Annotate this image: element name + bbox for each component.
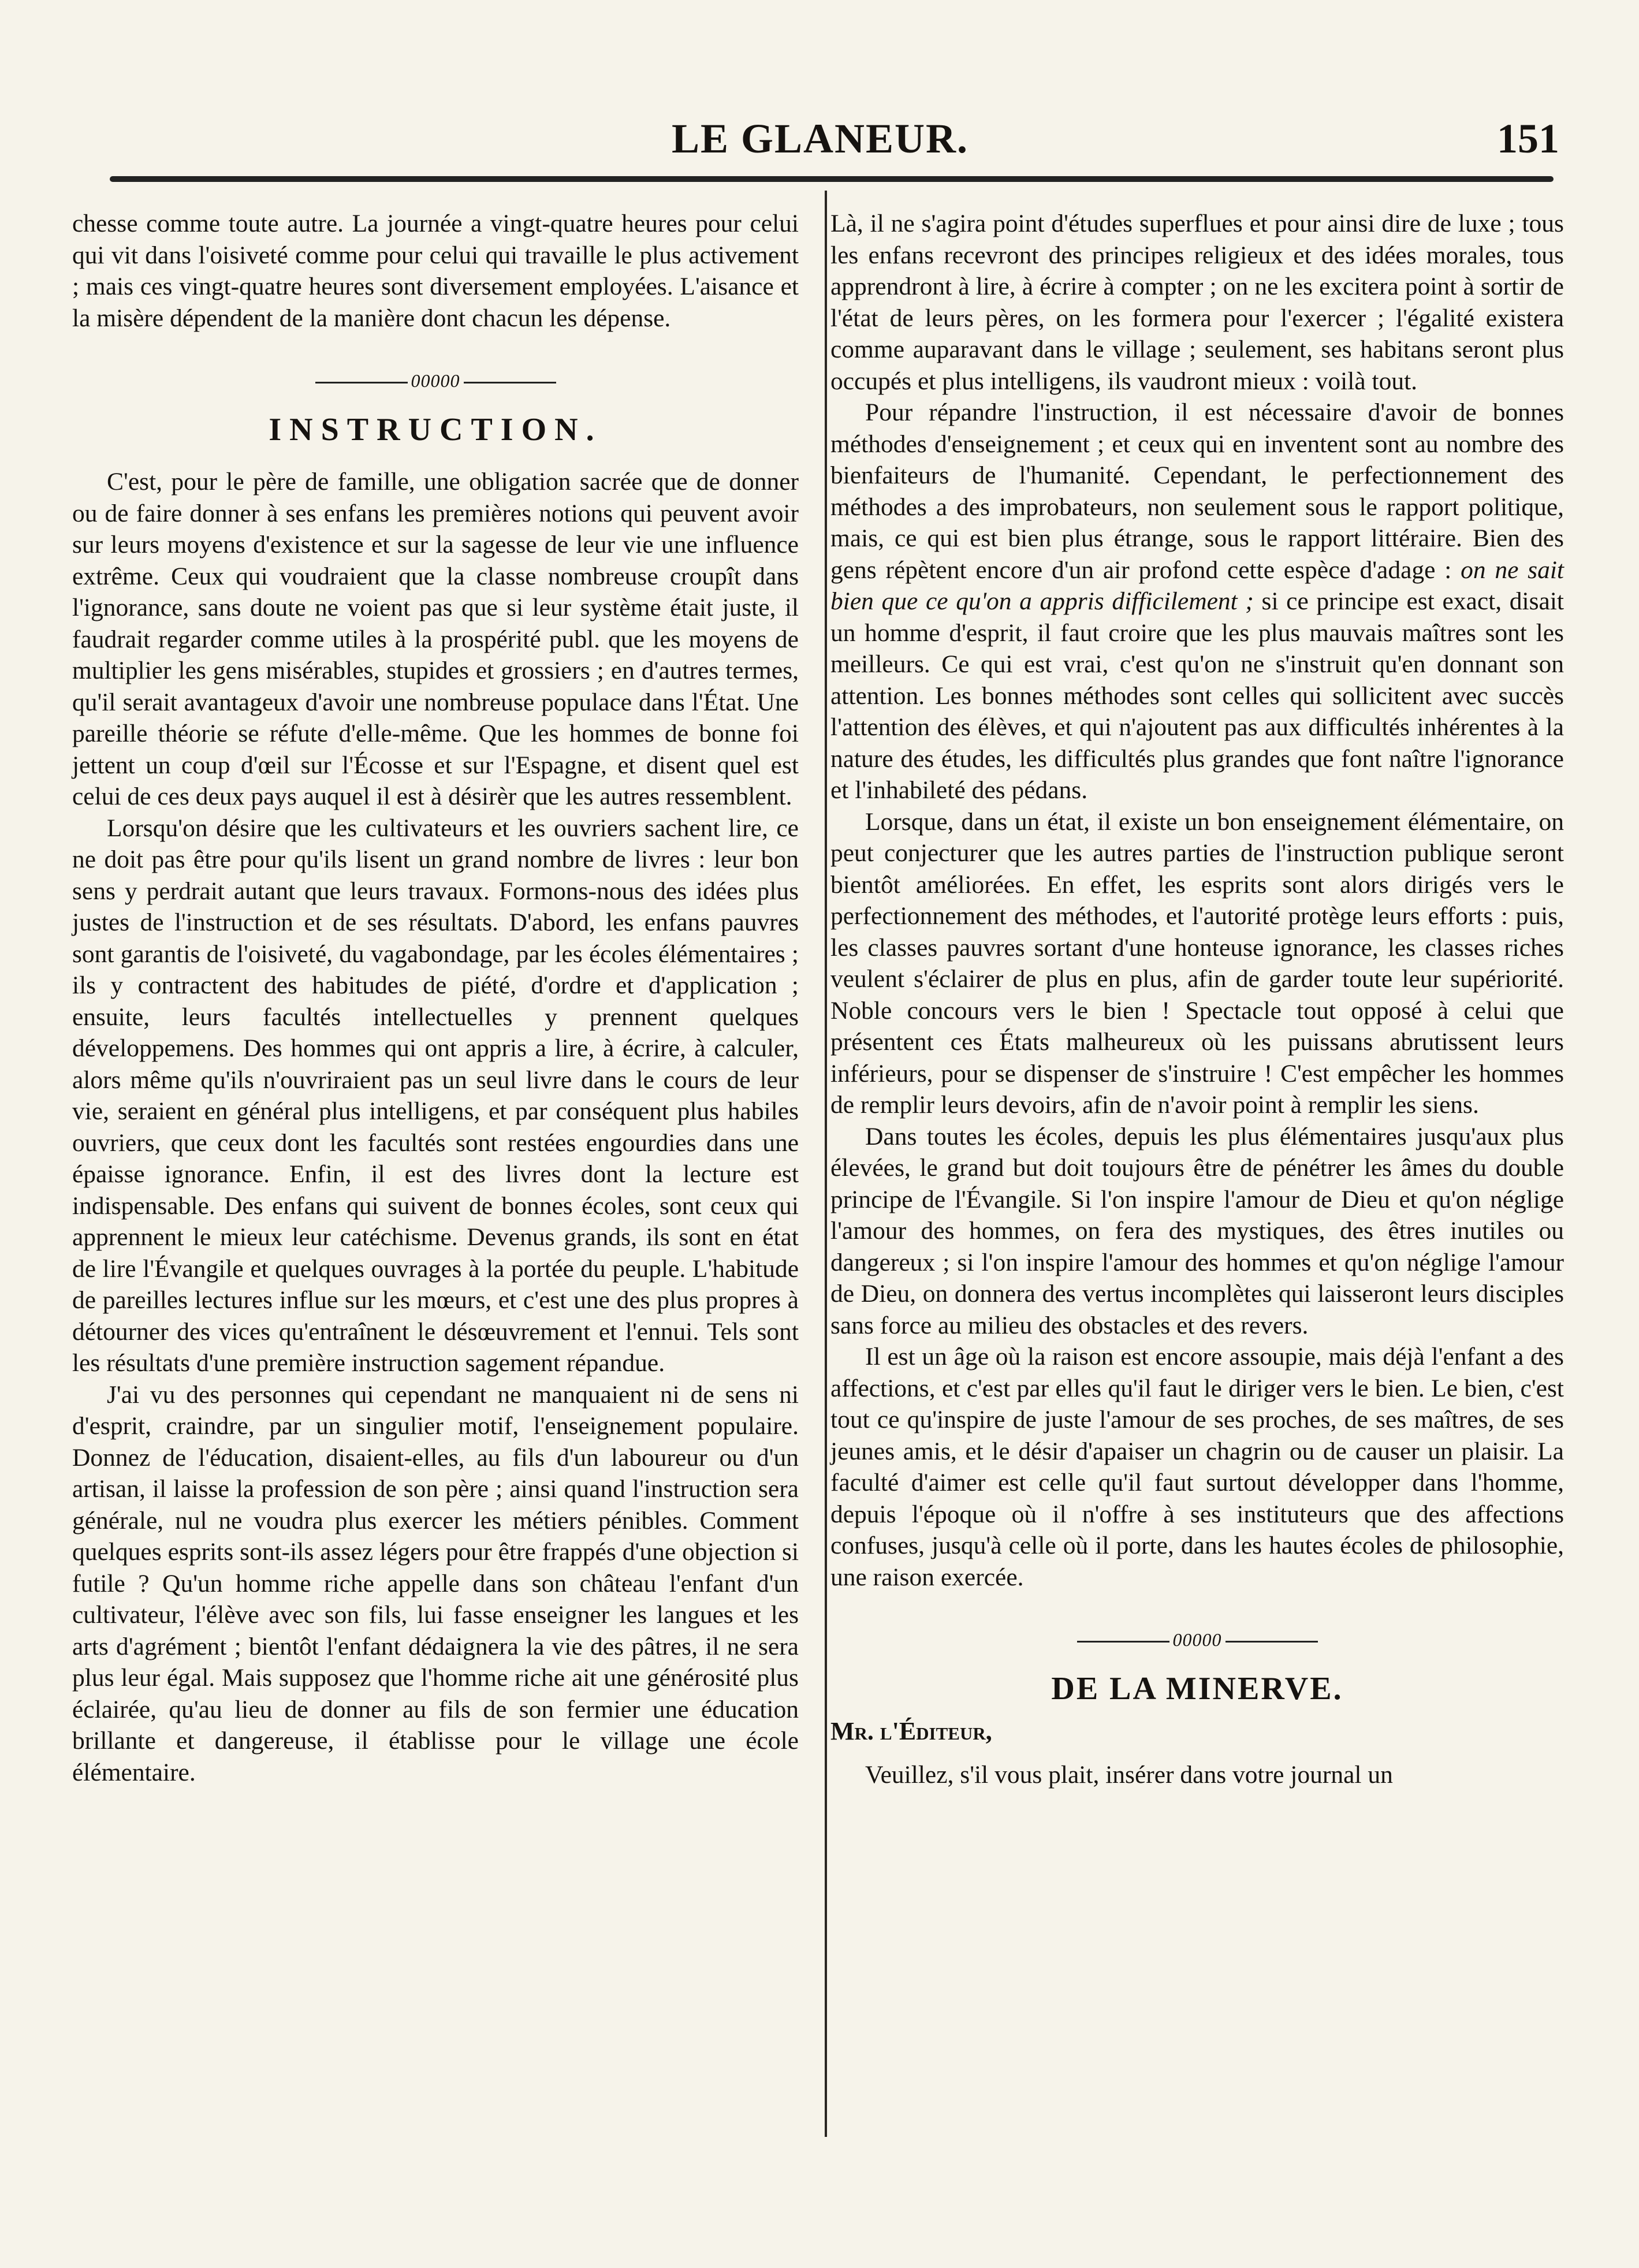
letter-salutation: Mr. l'Éditeur, [830,1717,992,1745]
header-rule [110,176,1554,182]
separator-dash [315,382,408,383]
paragraph: Dans toutes les écoles, depuis les plus élémentaires jusqu'aux plus élevées, le grand but doit toujours être de pénétrer les âmes du double principe de l'Évangile. Si l'on inspire l'amour de Dieu et qu'on néglige l'amour des hommes, on fera des mystiques, des êtres inutiles ou dangereux ; si l'on inspire l'amour des hommes et qu'on néglige l'amour de Dieu, on donnera des vertus incomplètes qui laisseront leurs disciples sans force au milieu des obstacles et des revers. [830,1122,1564,1339]
running-title: LE GLANEUR. [671,116,969,162]
paragraph-text: Pour répandre l'instruction, il est nécessaire d'avoir de bonnes méthodes d'enseignement ; et ceux qui en inventent sont au nombre des bienfaiteurs de l'humanité. Cependant, le perfectionnement des méthodes a des improbateurs, non seulement sous le rapport politique, mais, ce qui est bien plus étrange, sous le rapport littéraire. Bien des gens répètent encore d'un air profond cette espèce d'adage : [830,399,1564,584]
section-separator [72,365,799,397]
paragraph-text: si ce principe est exact, disait un homme d'esprit, il faut croire que les plus mauvais maîtres sont les meilleurs. Ce qui est vrai, c'est qu'on ne s'instruit qu'en donnant son attention. Les bonnes méthodes sont celles qui sollicitent avec succès l'attention des élèves, et qui n'ajoutent pas aux difficultés inhérentes à la nature des études, les difficultés plus grandes que font naître l'ignorance et l'inhabileté des pédans. [830,587,1564,804]
separator-dash [1077,1641,1169,1643]
paragraph: C'est, pour le père de famille, une obligation sacrée que de donner ou de faire donner à ses enfans les premières notions qui peuvent avoir sur leurs moyens d'existence et sur la sagesse de leur vie une influence extrême. Ceux qui voudraient que la classe nombreuse croupît dans l'ignorance, sans doute ne voient pas que si leur système était juste, il faudrait regarder comme utiles à la prospérité publ. que les moyens de multiplier les gens misérables, stupides et grossiers ; en d'autres termes, qu'il serait avantageux d'avoir une nombreuse populace dans l'État. Une pareille théorie se réfute d'elle-même. Que les hommes de bonne foi jettent un coup d'œil sur l'Écosse et sur l'Espagne, et disent quel est celui de ces deux pays auquel il est à désirèr que les autres ressemblent. [72,468,799,810]
page-header [0,110,1639,167]
paragraph: Veuillez, s'il vous plait, insérer dans votre journal un [865,1760,1393,1789]
paragraph [830,397,1564,806]
left-column [72,208,799,1788]
right-column [830,208,1564,1790]
section-title: INSTRUCTION. [269,411,602,448]
paragraph: Lorsque, dans un état, il existe un bon enseignement élémentaire, on peut conjecturer que les autres parties de l'instruction publique seront bientôt améliorées. En effet, les esprits sont alors dirigés vers le perfectionnement des méthodes, et l'autorité protège leurs efforts : puis, les classes pauvres sortant d'une honteuse ignorance, les classes riches veulent s'éclairer de plus en plus, afin de garder toute leur supériorité. Noble concours vers le bien ! Spectacle tout opposé à celui que présentent ces États malheureux où les puissans abrutissent leurs inférieurs, pour se dispenser de s'instruire ! C'est empêcher les hommes de remplir leurs devoirs, afin de n'avoir point à remplir les siens. [830,807,1564,1119]
paragraph: Lorsqu'on désire que les cultivateurs et les ouvriers sachent lire, ce ne doit pas être pour qu'ils lisent un grand nombre de livres : leur bon sens y perdrait autant que leurs travaux. Formons-nous des idées plus justes de l'instruction et de ses résultats. D'abord, les enfans pauvres sont garantis de l'oisiveté, du vagabondage, par les écoles élémentaires ; ils y contractent des habitudes de piété, d'ordre et d'application ; ensuite, leurs facultés intellectuelles y prennent quelques développemens. Des hommes qui ont appris a lire, à écrire, à calculer, alors même qu'ils n'ouvriraient pas un seul livre dans le cours de leur vie, seraient en général plus intelligens, et par conséquent plus habiles ouvriers, que ceux dont les facultés sont restées engourdies dans une épaisse ignorance. Enfin, il est des livres dont la lecture est indispensable. Des enfans qui suivent de bonnes écoles, sont ceux qui apprennent le mieux leur catéchisme. Devenus grands, ils sont en état de lire l'Évangile et quelques ouvrages à la portée du peuple. L'habitude de pareilles lectures influe sur les mœurs, et c'est une des plus propres à détourner des vices qu'entraînent le désœuvrement et l'ennui. Tels sont les résultats d'une première instruction sagement répandue. [72,814,799,1377]
adage-quote: on ne sait bien que ce qu'on a appris difficilement ; [830,556,1564,615]
paragraph: Il est un âge où la raison est encore assoupie, mais déjà l'enfant a des affections, et c'est par elles qu'il faut le diriger vers le bien. Le bien, c'est tout ce qu'inspire de juste l'amour de ses proches, de ses maîtres, de ses jeunes amis, et le désir d'apaiser un chagrin ou de causer un plaisir. La faculté d'aimer est celle qu'il faut surtout développer dans l'homme, depuis l'époque où il n'offre à ses instituteurs que des affections confuses, jusqu'à celle où il porte, dans les hautes écoles de philosophie, une raison exercée. [830,1343,1564,1591]
separator-dash [1225,1641,1318,1643]
paragraph: J'ai vu des personnes qui cependant ne manquaient ni de sens ni d'esprit, craindre, par un singulier motif, l'enseignement populaire. Donnez de l'éducation, disaient-elles, au fils d'un laboureur ou d'un artisan, il laisse la profession de son père ; ainsi quand l'instruction sera générale, nul ne voudra plus exercer les métiers pénibles. Comment quelques esprits sont-ils assez légers pour être frappés d'une objection si futile ? Qu'un homme riche appelle dans son château l'enfant d'un cultivateur, l'élève avec son fils, lui fasse enseigner les langues et les arts d'agrément ; bientôt l'enfant dédaignera la vie des pâtres, il ne sera plus leur égal. Mais supposez que l'homme riche ait une générosité plus éclairée, qu'au lieu de donner au fils de son fermier une éducation brillante et dangereuse, il établisse pour le village une école élémentaire. [72,1380,799,1786]
paragraph: chesse comme toute autre. La journée a vingt-quatre heures pour celui qui vit dans l'oisiveté comme pour celui qui travaille le plus activement ; mais ces vingt-quatre heures sont diversement employées. L'aisance et la misère dépendent de la manière dont chacun les dépense. [72,210,799,332]
separator-mark: 00000 [411,370,460,391]
separator-dash [464,382,556,383]
column-divider [825,191,827,2137]
page-number: 151 [1497,116,1559,162]
section-title: DE LA MINERVE. [1051,1670,1343,1707]
separator-mark: 00000 [1172,1629,1222,1650]
paragraph: Là, il ne s'agira point d'études superflues et pour ainsi dire de luxe ; tous les enfans recevront des principes religieux et des idées morales, tous apprendront à lire, à écrire à compter ; on ne les excitera point à sortir de l'état de leurs pères, on les formera pour l'exercer ; l'égalité existera comme auparavant dans le village ; seulement, ses habitans seront plus occupés et plus intelligens, ils vaudront mieux : voilà tout. [830,210,1564,395]
section-separator [830,1624,1564,1656]
